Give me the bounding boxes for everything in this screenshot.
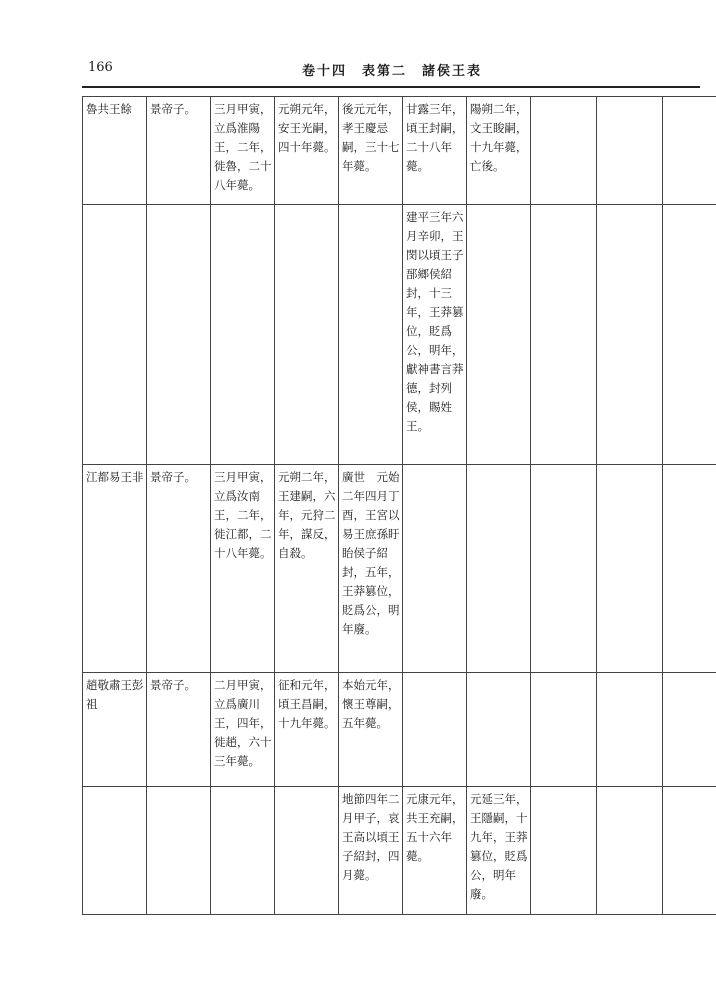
table-cell	[663, 465, 716, 673]
table-cell: 地節四年二月甲子，哀王高以頃王子紹封，四月薨。	[339, 787, 403, 915]
table-cell	[663, 97, 716, 205]
table-cell	[531, 465, 597, 673]
table-row	[83, 205, 716, 465]
table-row	[83, 465, 716, 673]
table-cell	[403, 465, 467, 673]
table-cell	[211, 787, 275, 915]
table-cell: 廣世 元始二年四月丁酉，王宮以易王庶孫盱眙侯子紹封，五年，王莽篡位，貶爲公，明年廢。	[339, 465, 403, 673]
table-cell: 甘露三年，頃王封嗣，二十八年薨。	[403, 97, 467, 205]
table-cell	[83, 205, 147, 465]
table-cell	[467, 205, 531, 465]
table-row	[83, 673, 716, 787]
table-cell	[597, 205, 663, 465]
table-cell	[531, 205, 597, 465]
table-cell: 景帝子。	[147, 673, 211, 787]
table-cell: 元康元年，共王充嗣，五十六年薨。	[403, 787, 467, 915]
table-cell: 本始元年，懷王尊嗣，五年薨。	[339, 673, 403, 787]
table-cell	[147, 205, 211, 465]
table-cell	[467, 673, 531, 787]
table-cell: 元朔二年，王建嗣，六年，元狩二年，謀反，自殺。	[275, 465, 339, 673]
table-cell	[211, 205, 275, 465]
table-cell: 後元元年，孝王慶忌嗣，三十七年薨。	[339, 97, 403, 205]
table-cell	[663, 787, 716, 915]
table-cell: 元延三年，王隱嗣，十九年，王莽篡位，貶爲公，明年廢。	[467, 787, 531, 915]
header-rule	[82, 86, 700, 88]
table-cell: 景帝子。	[147, 97, 211, 205]
table-cell: 三月甲寅，立爲汝南王，二年，徙江都，二十八年薨。	[211, 465, 275, 673]
table-cell: 征和元年，頃王昌嗣，十九年薨。	[275, 673, 339, 787]
running-title: 卷十四 表第二 諸侯王表	[301, 64, 482, 79]
table-cell: 景帝子。	[147, 465, 211, 673]
table-cell	[597, 673, 663, 787]
table-cell	[403, 673, 467, 787]
table-row	[83, 97, 716, 205]
table-row	[83, 787, 716, 915]
table-cell	[531, 787, 597, 915]
table-cell: 陽朔二年，文王睃嗣，十九年薨，亡後。	[467, 97, 531, 205]
genealogy-table	[82, 96, 716, 915]
table-cell	[339, 205, 403, 465]
page-header	[82, 58, 702, 82]
table-cell: 魯共王餘	[83, 97, 147, 205]
table-cell: 元朔元年，安王光嗣，四十年薨。	[275, 97, 339, 205]
table-cell	[663, 673, 716, 787]
table-cell	[147, 787, 211, 915]
table-cell	[597, 97, 663, 205]
table-cell	[597, 465, 663, 673]
table-cell	[275, 205, 339, 465]
table-cell: 建平三年六月辛卯，王閔以頃王子郚鄉侯紹封，十三年，王莽篡位，貶爲公，明年，獻神書言莽德，封列侯，賜姓王。	[403, 205, 467, 465]
table-cell: 二月甲寅，立爲廣川王，四年，徙趙，六十三年薨。	[211, 673, 275, 787]
table-cell	[275, 787, 339, 915]
table-cell	[83, 787, 147, 915]
table-cell: 趙敬肅王彭祖	[83, 673, 147, 787]
table-cell	[597, 787, 663, 915]
table-cell: 三月甲寅，立爲淮陽王，二年，徙魯，二十八年薨。	[211, 97, 275, 205]
table-cell	[531, 97, 597, 205]
table-cell: 江都易王非	[83, 465, 147, 673]
table-cell	[531, 673, 597, 787]
table-cell	[467, 465, 531, 673]
page-number: 166	[88, 60, 113, 75]
table-cell	[663, 205, 716, 465]
